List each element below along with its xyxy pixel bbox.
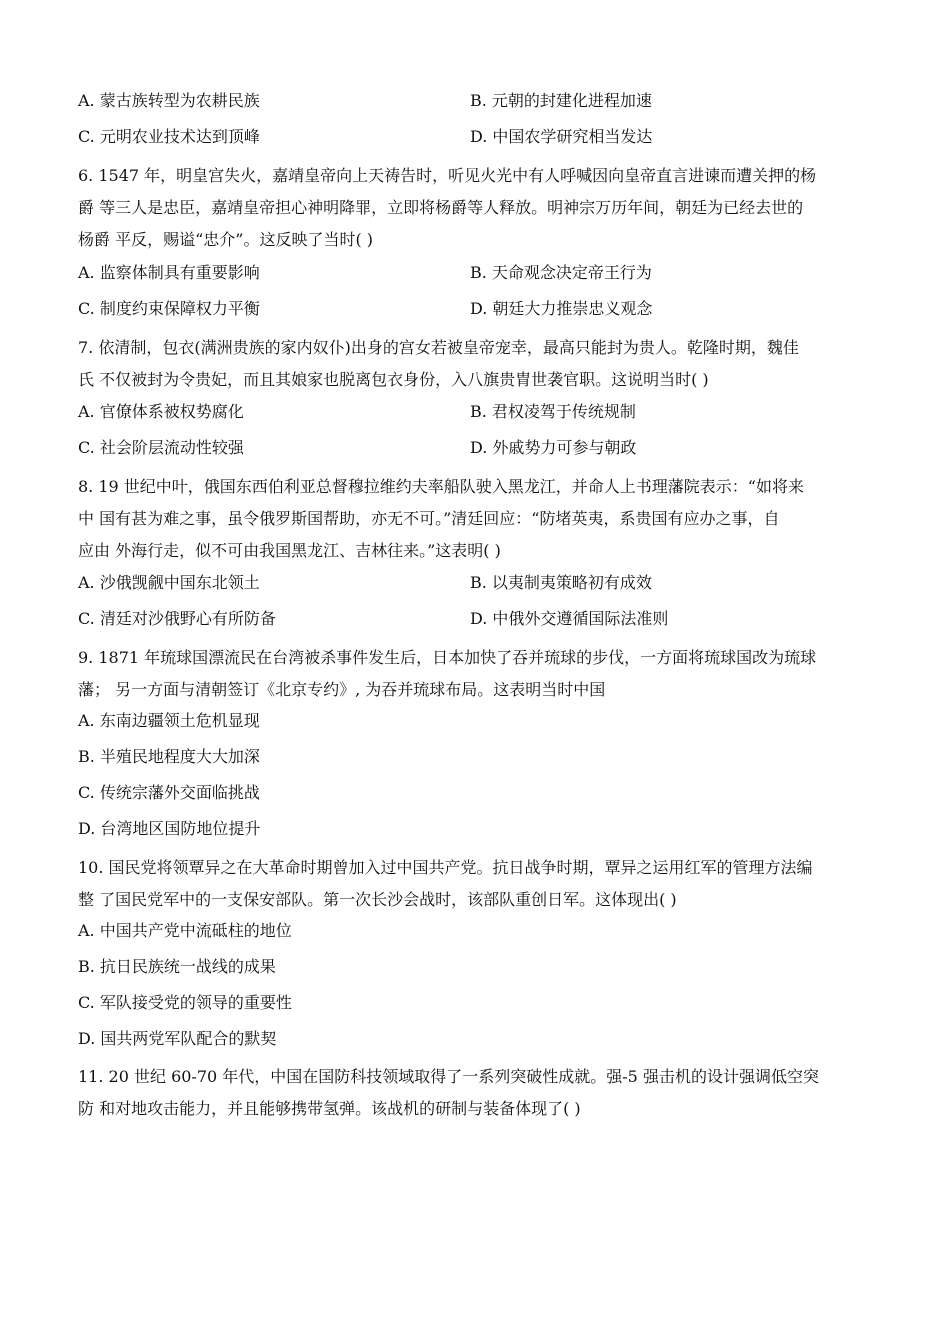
q7-option-c: C. 社会阶层流动性较强: [78, 438, 244, 457]
q7-option-d: D. 外戚势力可参与朝政: [470, 438, 637, 457]
q6-option-c: C. 制度约束保障权力平衡: [78, 299, 260, 318]
q9-option-b: B. 半殖民地程度大大加深: [78, 747, 260, 766]
q10-stem-line-1: 10. 国民党将领覃异之在大革命时期曾加入过中国共产党。抗日战争时期，覃异之运用红军的管理方法编: [78, 858, 813, 877]
q8-option-b: B. 以夷制夷策略初有成效: [470, 573, 652, 592]
q9-option-c: C. 传统宗藩外交面临挑战: [78, 783, 260, 802]
q6-option-d: D. 朝廷大力推崇忠义观念: [470, 299, 653, 318]
q7-option-a: A. 官僚体系被权势腐化: [78, 402, 244, 421]
q5-option-d: D. 中国农学研究相当发达: [470, 127, 653, 146]
q9-option-d: D. 台湾地区国防地位提升: [78, 819, 261, 838]
q10-option-b: B. 抗日民族统一战线的成果: [78, 957, 276, 976]
q5-option-b: B. 元朝的封建化进程加速: [470, 91, 652, 110]
q6-stem-line-3: 杨爵 平反，赐谥“忠介”。这反映了当时( ): [78, 230, 374, 249]
q7-stem-line-1: 7. 依清制，包衣(满洲贵族的家内奴仆)出身的宫女若被皇帝宠幸，最高只能封为贵人。乾隆时期，魏佳: [78, 338, 799, 357]
q10-stem-line-2: 整 了国民党军中的一支保安部队。第一次长沙会战时，该部队重创日军。这体现出( ): [78, 890, 677, 909]
q9-stem-line-2: 藩； 另一方面与清朝签订《北京专约》, 为吞并琉球布局。这表明当时中国: [78, 680, 606, 699]
q8-stem-line-2: 中 国有甚为难之事，虽令俄罗斯国帮助，亦无不可。”清廷回应：“防堵英夷，系贵国有应办之事，自: [78, 509, 780, 528]
q7-stem-line-2: 氏 不仅被封为令贵妃，而且其娘家也脱离包衣身份，入八旗贵胄世袭官职。这说明当时( ): [78, 370, 709, 389]
q11-stem-line-2: 防 和对地攻击能力，并且能够携带氢弹。该战机的研制与装备体现了( ): [78, 1099, 581, 1118]
q6-stem-line-1: 6. 1547 年，明皇宫失火，嘉靖皇帝向上天祷告时，听见火光中有人呼喊因向皇帝直言进谏而遭关押的杨: [78, 166, 817, 185]
q9-stem-line-1: 9. 1871 年琉球国漂流民在台湾被杀事件发生后，日本加快了吞并琉球的步伐，一方面将琉球国改为琉球: [78, 648, 817, 667]
q9-option-a: A. 东南边疆领土危机显现: [78, 711, 260, 730]
q8-option-c: C. 清廷对沙俄野心有所防备: [78, 609, 276, 628]
q7-option-b: B. 君权凌驾于传统规制: [470, 402, 636, 421]
q8-option-d: D. 中俄外交遵循国际法准则: [470, 609, 669, 628]
q8-stem-line-1: 8. 19 世纪中叶，俄国东西伯利亚总督穆拉维约夫率船队驶入黑龙江，并命人上书理藩院表示：“如将来: [78, 477, 804, 496]
q10-option-c: C. 军队接受党的领导的重要性: [78, 993, 292, 1012]
q11-stem-line-1: 11. 20 世纪 60-70 年代，中国在国防科技领域取得了一系列突破性成就。强-5 强击机的设计强调低空突: [78, 1067, 819, 1086]
q10-option-d: D. 国共两党军队配合的默契: [78, 1029, 277, 1048]
q6-option-b: B. 天命观念决定帝王行为: [470, 263, 652, 282]
q10-option-a: A. 中国共产党中流砥柱的地位: [78, 921, 292, 940]
q5-option-a: A. 蒙古族转型为农耕民族: [78, 91, 260, 110]
q8-option-a: A. 沙俄觊觎中国东北领土: [78, 573, 260, 592]
q6-stem-line-2: 爵 等三人是忠臣，嘉靖皇帝担心神明降罪，立即将杨爵等人释放。明神宗万历年间，朝廷为已经去世的: [78, 198, 804, 217]
q6-option-a: A. 监察体制具有重要影响: [78, 263, 260, 282]
q8-stem-line-3: 应由 外海行走，似不可由我国黑龙江、吉林往来。”这表明( ): [78, 541, 501, 560]
q5-option-c: C. 元明农业技术达到顶峰: [78, 127, 260, 146]
